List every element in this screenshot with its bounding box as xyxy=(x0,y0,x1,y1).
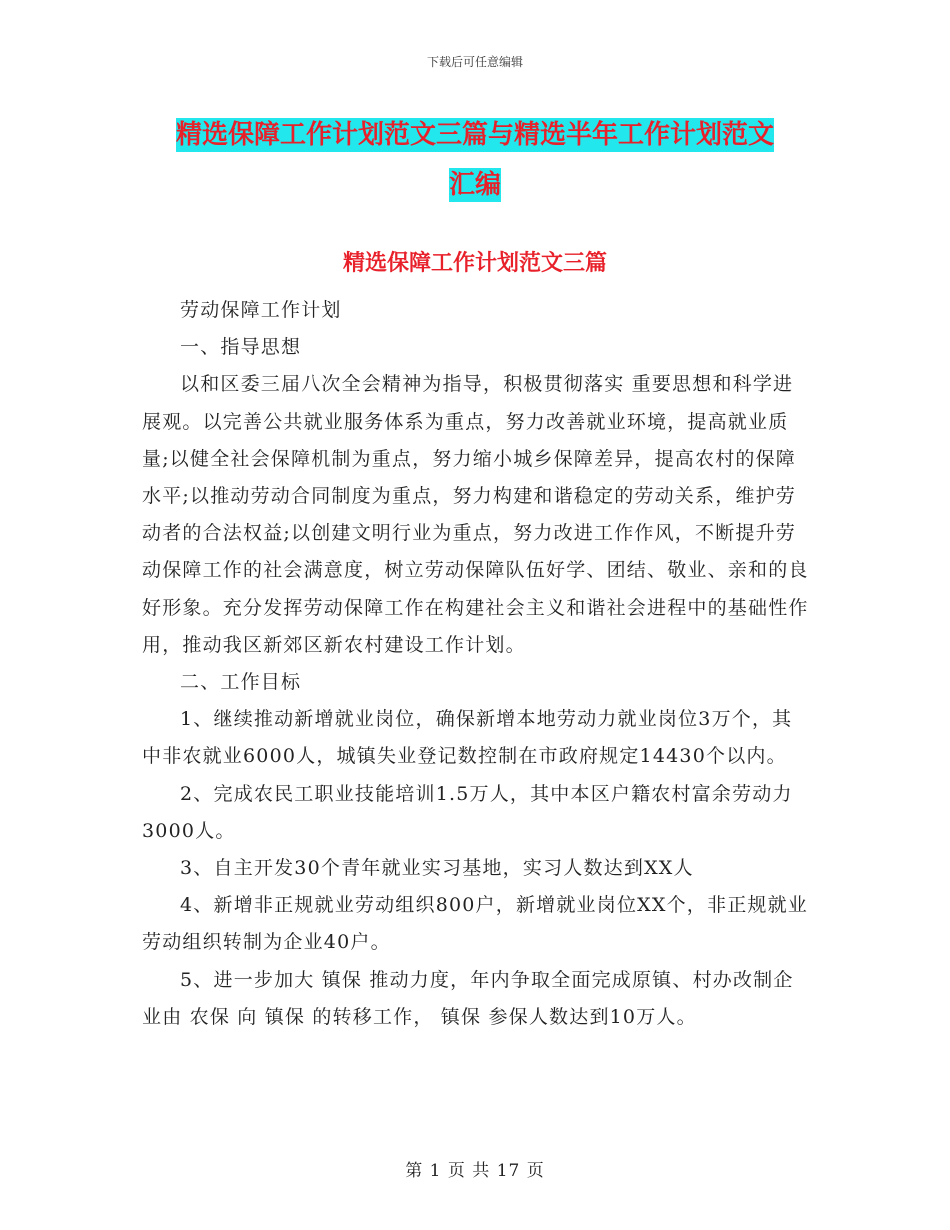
heading-work-goals: 二、工作目标 xyxy=(180,671,302,694)
title-line-1: 精选保障工作计划范文三篇与精选半年工作计划范文 xyxy=(175,120,774,150)
paragraph-guiding-thought: 以和区委三届八次全会精神为指导，积极贯彻落实 重要思想和科学进展观。以完善公共就业服务体系为重点，努力改善就业环境，提高就业质量;以健全社会保障机制为重点，努力缩小城乡保障差异，提高农村的保障水平;以推动劳动合同制度为重点，努力构建和谐稳定的劳动关系，维护劳动者的合法权益;以创建文明行业为重点，努力改进工作作风，不断提升劳动保障工作的社会满意度，树立劳动保障队伍好学、团结、敬业、亲和的良好形象。充分发挥劳动保障工作在构建社会主义和谐社会进程中的基础性作用，推动我区新郊区新农村建设工作计划。 xyxy=(142,373,809,656)
heading-guiding-thought: 一、指导思想 xyxy=(180,336,302,359)
list-item: 1、继续推动新增就业岗位，确保新增本地劳动力就业岗位3万个，其中非农就业6000人，城镇失业登记数控制在市政府规定14430个以内。 xyxy=(142,708,793,768)
title-line-2: 汇编 xyxy=(448,170,501,200)
document-title xyxy=(140,110,810,210)
list-item: 5、进一步加大 镇保 推动力度，年内争取全面完成原镇、村办改制企业由 农保 向 镇保 的转移工作， 镇保 参保人数达到10万人。 xyxy=(142,968,794,1028)
section-title: 精选保障工作计划范文三篇 xyxy=(342,251,607,276)
paragraph-plan-name: 劳动保障工作计划 xyxy=(180,299,342,321)
header-note: 下载后可任意编辑 xyxy=(426,55,523,69)
document-body xyxy=(142,292,812,1036)
list-item: 2、完成农民工职业技能培训1.5万人，其中本区户籍农村富余劳动力3000人。 xyxy=(142,782,793,842)
page-number: 第 1 页 共 17 页 xyxy=(405,1161,545,1181)
list-item: 4、新增非正规就业劳动组织800户，新增就业岗位XX个，非正规就业劳动组织转制为企业40户。 xyxy=(142,894,809,954)
list-item: 3、自主开发30个青年就业实习基地，实习人数达到XX人 xyxy=(180,857,694,880)
